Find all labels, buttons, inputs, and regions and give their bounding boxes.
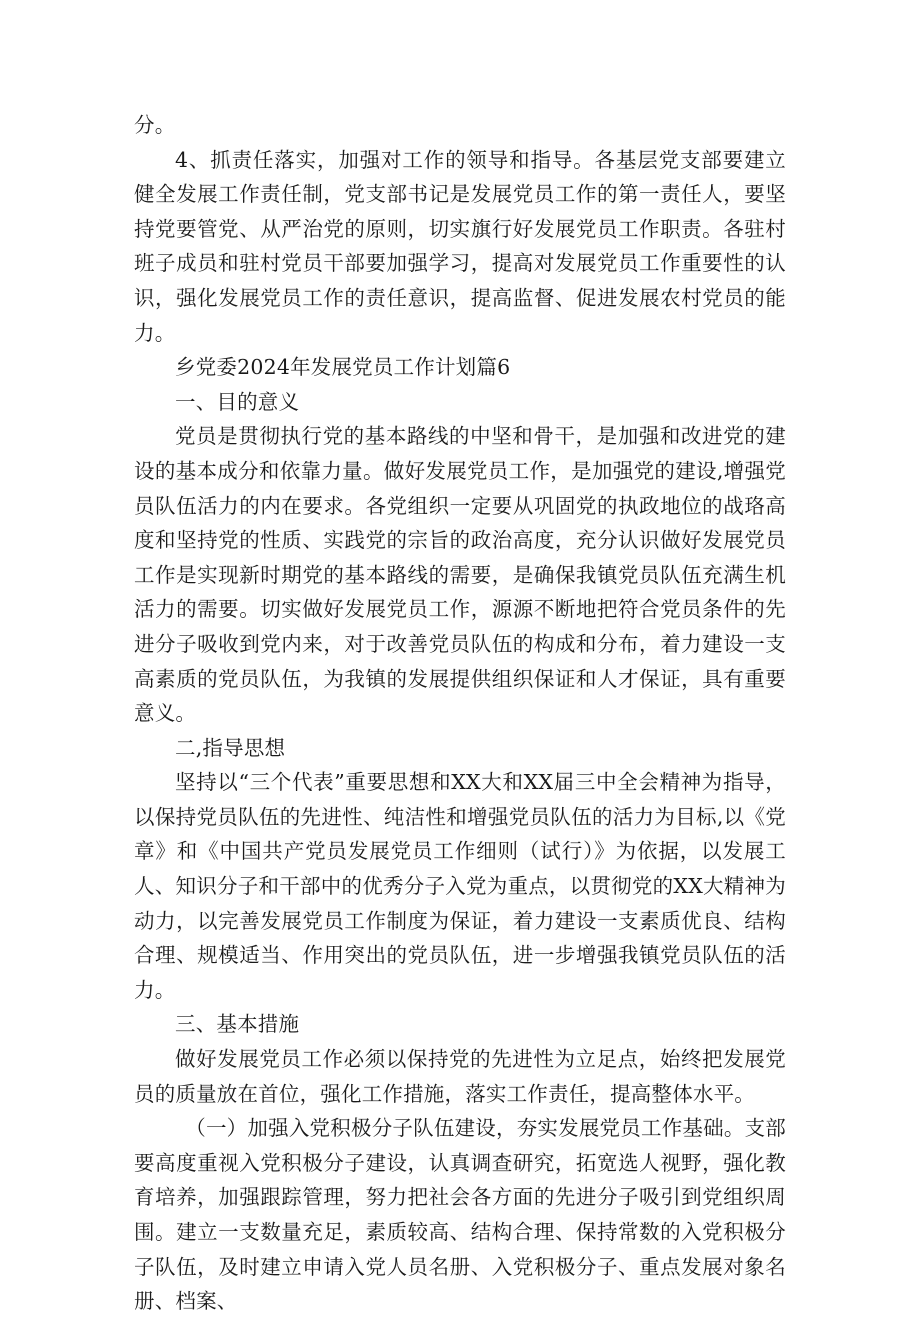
heading-guiding-ideology: 二,指导思想 [175,735,286,760]
heading-basic-measures: 三、基本措施 [175,1012,300,1037]
document-page [134,108,786,1319]
continuation-text: 分。 [134,113,176,137]
section-title: 乡党委2024年发展党员工作计划篇6 [175,355,511,380]
paragraph-purpose: 党员是贯彻执行党的基本路线的中坚和骨干，是加强和改进党的建设的基本成分和依靠力量。做好发展党员工作，是加强党的建设,增强党员队伍活力的内在要求。各党组织一定要从巩固党的执政地位的战珞高度和坚持党的性质、实践党的宗旨的政治高度，充分认识做好发展党员工作是实现新时期党的基本路线的需要，是确保我镇党员队伍充满生机活力的需要。切实做好发展党员工作，源源不断地把符合党员条件的先进分子吸收到党内来，对于改善党员队伍的构成和分布，着力建设一支高素质的党员队伍，为我镇的发展提供组织保证和人才保证，具有重要意义。 [134,424,786,726]
paragraph-responsibility: 4、抓责任落实，加强对工作的领导和指导。各基层党支部要建立健全发展工作责任制，党支部书记是发展党员工作的第一责任人，要坚持党要管党、从严治党的原则，切实旗行好发展党员工作职责。各驻村班子成员和驻村党员干部要加强学习，提高对发展党员工作重要性的认识，强化发展党员工作的责任意识，提高监督、促进发展农村党员的能力。 [134,147,786,345]
heading-purpose: 一、目的意义 [175,389,300,414]
paragraph-activists: （一）加强入党积极分子队伍建设，夯实发展党员工作基础。支部要高度重视入党积极分子建设，认真调查研究，拓宽选人视野，强化教育培养，加强跟踪管理，努力把社会各方面的先进分子吸引到党组织周围。建立一支数量充足，素质较高、结构合理、保持常数的入党积极分子队伍，及时建立申请入党人员名册、入党积极分子、重点发展对象名册、档案、 [134,1116,786,1314]
paragraph-basic-measures: 做好发展党员工作必须以保持党的先进性为立足点，始终把发展党员的质量放在首位，强化工作措施，落实工作责任，提高整体水平。 [134,1047,786,1106]
paragraph-guiding-ideology: 坚持以“三个代表”重要思想和XX大和XX届三中全会精神为指导，以保持党员队伍的先进性、纯洁性和增强党员队伍的活力为目标,以《党章》和《中国共产党员发展党员工作细则（试行）》为依据，以发展工人、知识分子和干部中的优秀分子入党为重点，以贯彻党的XX大精神为动力，以完善发展党员工作制度为保证，着力建设一支素质优良、结构合理、规模适当、作用突出的党员队伍，进一步增强我镇党员队伍的活力。 [134,770,786,1002]
